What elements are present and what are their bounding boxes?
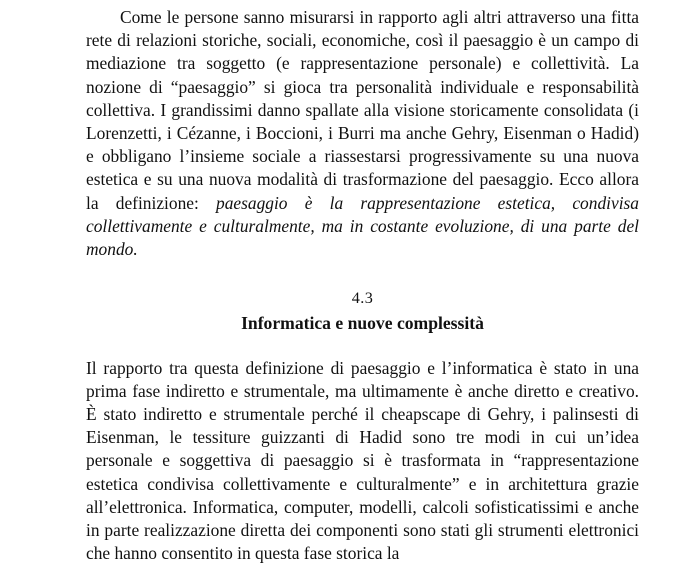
text-run: di Hadid sono tre modi in cui un’idea personale e soggettiva di paesaggio si è trasformata in “rappresentazione estetica condivisa collettivamente e culturalmente” e in architettura grazie all’elettronica. Informatica, computer, modelli, calcoli sofisticatissimi e anche in parte realizzazione diretta dei componenti sono stati gli strumenti elettronici che hanno consentito in questa fase storica la	[86, 427, 639, 564]
text-run: di Gehry, i	[460, 404, 553, 425]
section-title: Informatica e nuove complessità	[241, 313, 484, 334]
spacer	[86, 336, 639, 357]
text-run-italic: tessiture guizzanti	[192, 427, 325, 448]
text-run-italic: palinsesti	[552, 404, 619, 425]
section-number: 4.3	[351, 289, 374, 308]
paragraph-informatics	[86, 357, 639, 565]
text-run: Il rapporto tra questa definizione di paesaggio e l’informatica è stato in una prima fase indiretto e strumentale, ma ultimamente è anche diretto e creativo. È stato indiretto e strumentale perché il	[86, 357, 639, 425]
text-run-italic: paesaggio è la rappresentazione estetica, condivisa collettivamente e culturalmente, ma in costante evoluzione, di una parte del mondo.	[86, 192, 639, 260]
text-run: Come le persone sanno misurarsi in rapporto agli altri attraverso una fitta rete di relazioni storiche, sociali, economiche, così il paesaggio è un campo di mediazione tra soggetto (e rappresentazione personale) e collettività. La nozione di “paesaggio” si gioca tra personalità individuale e responsabilità collettiva. I grandissimi danno spallate alla visione storicamente consolidata (i Lorenzetti, i Cézanne, i Boccioni, i Burri ma anche Gehry, Eisenman o Hadid) e obbligano l’insieme sociale a riassestarsi progressivamente su una nuova estetica e su una nuova modalità di trasformazione del paesaggio. Ecco allora la definizione:	[86, 7, 639, 213]
text-run: di Eisenman, le	[86, 404, 639, 448]
paragraph-landscape-definition	[86, 6, 639, 261]
text-run-italic: cheapscape	[381, 404, 461, 425]
